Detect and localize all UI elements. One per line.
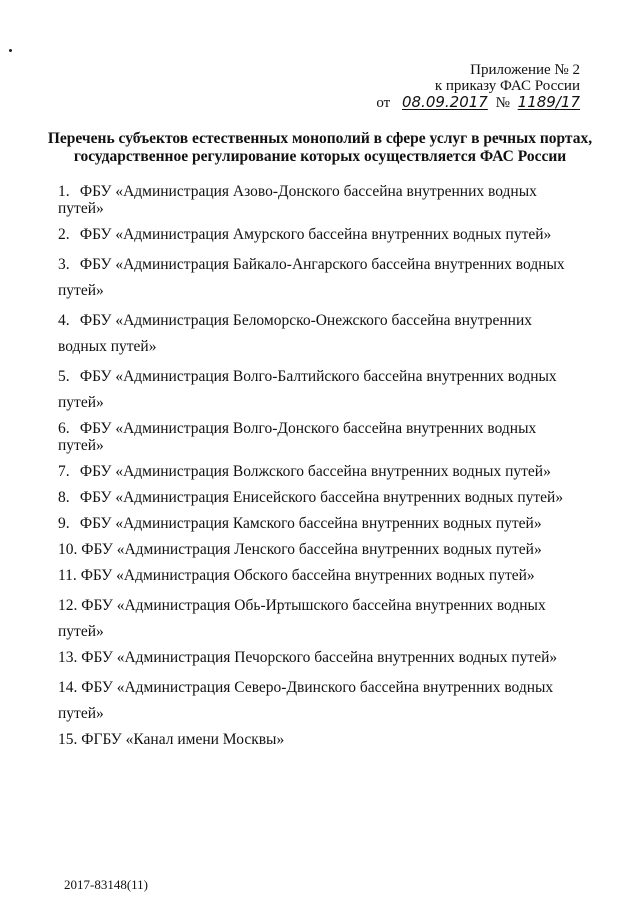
item-text: ФБУ «Администрация Волго-Балтийского бассейна внутренних водных путей» bbox=[58, 368, 557, 411]
list-item bbox=[58, 731, 578, 748]
item-text: ФБУ «Администрация Обь-Иртышского бассейна внутренних водных путей» bbox=[58, 597, 546, 640]
item-text: ФБУ «Администрация Ленского бассейна внутренних водных путей» bbox=[81, 541, 542, 558]
list-item bbox=[58, 675, 578, 727]
order-number: 1189/17 bbox=[517, 93, 580, 111]
item-number: 8. bbox=[58, 489, 70, 506]
list-item bbox=[58, 489, 578, 506]
list-item bbox=[58, 420, 578, 454]
item-text: ФБУ «Администрация Обского бассейна внутренних водных путей» bbox=[80, 567, 535, 584]
item-text: ФБУ «Администрация Азово-Донского бассейна внутренних водных путей» bbox=[58, 183, 537, 217]
document-title bbox=[40, 130, 600, 166]
approval-stamp-block bbox=[376, 62, 580, 111]
order-date-number-line bbox=[376, 94, 580, 111]
item-text: ФБУ «Администрация Северо-Двинского бассейна внутренних водных путей» bbox=[58, 679, 554, 722]
monopoly-list bbox=[58, 183, 578, 757]
item-number: 7. bbox=[58, 463, 70, 480]
document-code: 2017-83148(11) bbox=[64, 877, 149, 892]
item-number: 9. bbox=[58, 515, 70, 532]
item-text: ФБУ «Администрация Печорского бассейна внутренних водных путей» bbox=[81, 649, 558, 666]
title-line-1: Перечень субъектов естественных монополий в сфере услуг в речных портах, bbox=[47, 130, 593, 147]
item-number: 13. bbox=[58, 649, 78, 666]
item-number: 4. bbox=[58, 312, 70, 329]
item-text: ФГБУ «Канал имени Москвы» bbox=[81, 731, 285, 748]
list-item bbox=[58, 593, 578, 645]
list-item bbox=[58, 567, 578, 584]
order-date: 08.09.2017 bbox=[401, 93, 488, 111]
list-item bbox=[58, 515, 578, 532]
item-number: 1. bbox=[58, 183, 70, 200]
order-reference: к приказу ФАС России bbox=[434, 78, 580, 94]
number-label: № bbox=[495, 95, 510, 111]
list-item bbox=[58, 463, 578, 480]
title-line-2: государственное регулирование которых осуществляется ФАС России bbox=[73, 148, 567, 165]
item-text: ФБУ «Администрация Беломорско-Онежского бассейна внутренних водных путей» bbox=[58, 312, 533, 355]
item-text: ФБУ «Администрация Волго-Донского бассейна внутренних водных путей» bbox=[58, 420, 537, 454]
item-text: ФБУ «Администрация Енисейского бассейна внутренних водных путей» bbox=[79, 489, 564, 506]
item-number: 6. bbox=[58, 420, 70, 437]
appendix-label: Приложение № 2 bbox=[470, 62, 580, 78]
list-item bbox=[58, 649, 578, 666]
item-number: 5. bbox=[58, 368, 70, 385]
list-item bbox=[58, 541, 578, 558]
list-item bbox=[58, 252, 578, 304]
scan-dot-mark bbox=[9, 49, 12, 52]
item-text: ФБУ «Администрация Камского бассейна внутренних водных путей» bbox=[79, 515, 542, 532]
item-number: 12. bbox=[58, 597, 78, 614]
item-text: ФБУ «Администрация Байкало-Ангарского бассейна внутренних водных путей» bbox=[58, 256, 565, 299]
list-item bbox=[58, 183, 578, 217]
item-number: 11. bbox=[58, 567, 77, 584]
list-item bbox=[58, 364, 578, 416]
item-number: 15. bbox=[58, 731, 78, 748]
list-item bbox=[58, 308, 578, 360]
item-number: 2. bbox=[58, 226, 70, 243]
item-number: 3. bbox=[58, 256, 70, 273]
item-text: ФБУ «Администрация Волжского бассейна внутренних водных путей» bbox=[79, 463, 551, 480]
item-number: 10. bbox=[58, 541, 78, 558]
item-text: ФБУ «Администрация Амурского бассейна внутренних водных путей» bbox=[79, 226, 552, 243]
from-label: от bbox=[376, 95, 391, 111]
item-number: 14. bbox=[58, 679, 78, 696]
list-item bbox=[58, 226, 578, 243]
